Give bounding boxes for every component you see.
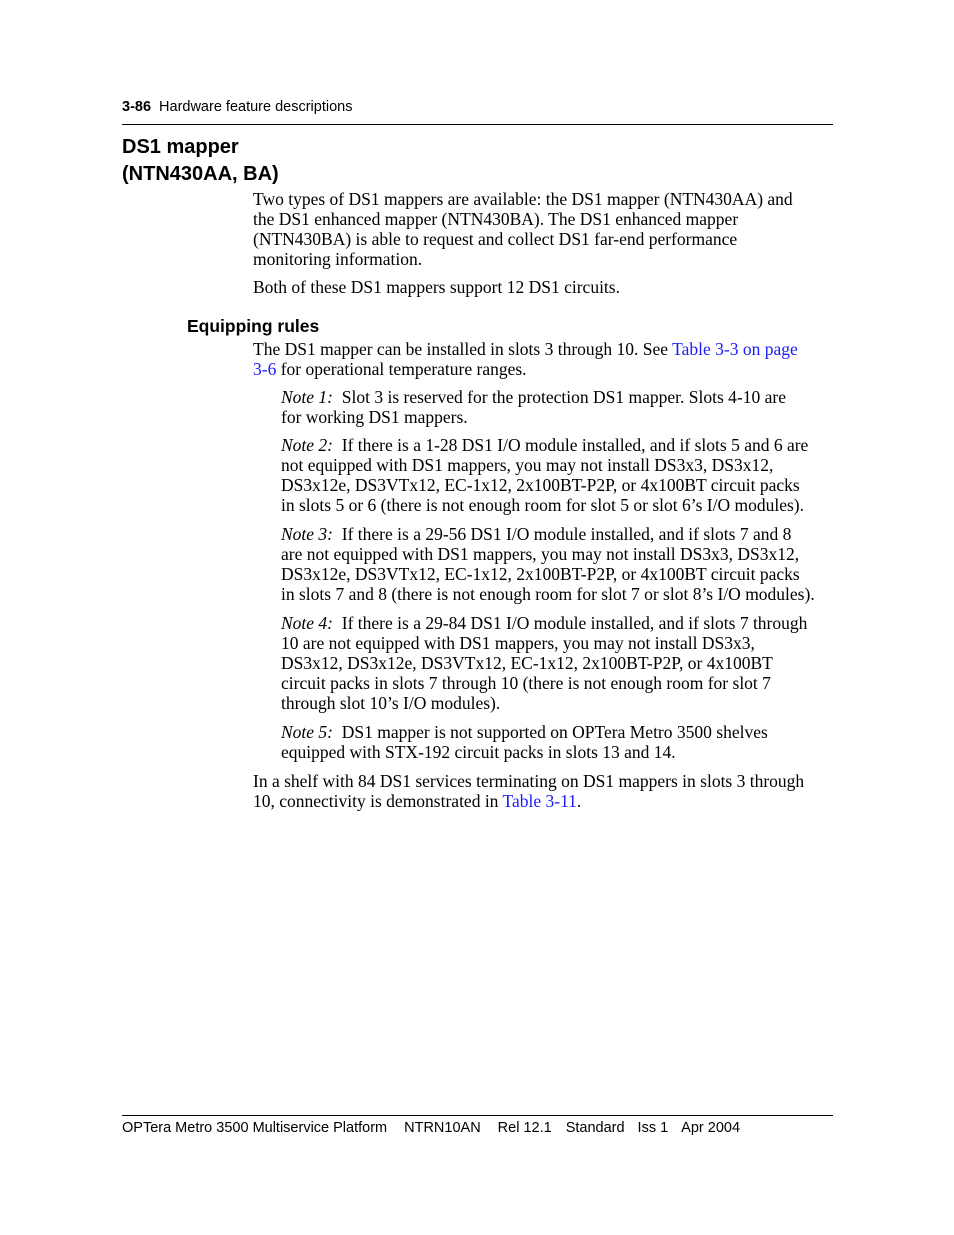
text-segment: Both of these DS1 mappers support 12 DS1 circuits. [253,277,620,297]
text-segment: the DS1 enhanced mapper (NTN430BA). The DS1 enhanced mapper [253,209,739,229]
note-note5 [281,722,768,762]
note-note3 [281,524,815,604]
text-segment: in slots 7 and 8 (there is not enough room for slot 7 or slot 8’s I/O modules). [281,584,815,604]
text-segment: through slot 10’s I/O modules). [281,693,501,713]
footer-issue: Iss 1 [637,1120,669,1136]
text-segment: DS3x12e, DS3VTx12, EC-1x12, 2x100BT-P2P, or 4x100BT circuit packs [281,475,800,495]
text-segment: for working DS1 mappers. [281,407,468,427]
text-line [281,544,815,564]
text-line [253,189,793,209]
text-line [281,435,808,455]
note-label: Note 3: [281,524,334,544]
footer-status: Standard [565,1120,625,1136]
text-segment: If there is a 1-28 DS1 I/O module installed, and if slots 5 and 6 are [333,435,809,455]
text-segment: are not equipped with DS1 mappers, you may not install DS3x3, DS3x12, [281,544,800,564]
section-title: Hardware feature descriptions [159,99,353,115]
text-line [281,475,808,495]
section-heading [122,134,279,188]
text-segment: (NTN430BA) is able to request and collect DS1 far-end performance [253,229,738,249]
note-label: Note 1: [281,387,334,407]
text-segment: not equipped with DS1 mappers, you may not install DS3x3, DS3x12, [281,455,774,475]
footer-rule [122,1115,833,1116]
text-line [281,613,807,633]
text-line [253,359,798,379]
text-line [281,407,786,427]
paragraph-intro [253,189,793,269]
text-line [281,693,807,713]
text-segment: If there is a 29-84 DS1 I/O module installed, and if slots 7 through [333,613,808,633]
note-label: Note 2: [281,435,334,455]
footer-release: Rel 12.1 [497,1120,552,1136]
note-label: Note 5: [281,722,334,742]
text-line [253,277,620,297]
text-segment: 10 are not equipped with DS1 mappers, you may not install DS3x3, [281,633,755,653]
paragraph-connectivity [253,771,804,811]
paragraph-support [253,277,620,297]
page-number: 3-86 [122,99,152,115]
text-line [253,339,798,359]
text-segment: DS3x12e, DS3VTx12, EC-1x12, 2x100BT-P2P, or 4x100BT circuit packs [281,564,800,584]
running-header [122,99,352,115]
text-line [281,742,768,762]
text-line [281,633,807,653]
text-line [281,722,768,742]
text-segment: In a shelf with 84 DS1 services terminating on DS1 mappers in slots 3 through [253,771,805,791]
text-line [281,387,786,407]
text-line [281,653,807,673]
text-segment: circuit packs in slots 7 through 10 (there is not enough room for slot 7 [281,673,771,693]
paragraph-slots [253,339,798,379]
text-line [281,495,808,515]
text-segment: 10, connectivity is demonstrated in [253,791,503,811]
cross-reference-link[interactable]: Table 3-3 on page [672,339,798,359]
cross-reference-link[interactable]: 3-6 [253,359,277,379]
text-line [253,791,804,811]
text-segment: DS1 mapper is not supported on OPTera Metro 3500 shelves [333,722,768,742]
text-segment: The DS1 mapper can be installed in slots 3 through 10. See [253,339,673,359]
text-segment: for operational temperature ranges. [276,359,527,379]
text-line [253,249,793,269]
cross-reference-link[interactable]: Table 3-11 [502,791,577,811]
text-segment: Two types of DS1 mappers are available: the DS1 mapper (NTN430AA) and [253,189,793,209]
text-line [253,771,804,791]
footer-product: OPTera Metro 3500 Multiservice Platform [122,1120,388,1136]
text-segment: DS3x12, DS3x12e, DS3VTx12, EC-1x12, 2x100BT-P2P, or 4x100BT [281,653,773,673]
text-line [281,584,815,604]
subheading: Equipping rules [187,316,320,336]
text-segment: equipped with STX-192 circuit packs in slots 13 and 14. [281,742,676,762]
text-line [281,455,808,475]
heading-line: (NTN430AA, BA) [122,163,279,185]
text-segment: Slot 3 is reserved for the protection DS1 mapper. Slots 4-10 are [333,387,786,407]
text-line [281,524,815,544]
text-line [253,209,793,229]
note-note4 [281,613,807,713]
heading-line: DS1 mapper [122,136,239,158]
text-segment: monitoring information. [253,249,423,269]
text-line [281,564,815,584]
note-note1 [281,387,786,427]
text-line [281,673,807,693]
text-segment: in slots 5 or 6 (there is not enough room for slot 5 or slot 6’s I/O modules). [281,495,805,515]
note-label: Note 4: [281,613,334,633]
text-segment: If there is a 29-56 DS1 I/O module installed, and if slots 7 and 8 [333,524,792,544]
running-footer [122,1120,757,1136]
note-note2 [281,435,808,515]
text-segment: . [576,791,582,811]
footer-date: Apr 2004 [681,1120,741,1136]
header-rule [122,124,833,125]
footer-doc-number: NTRN10AN [404,1120,481,1136]
text-line [253,229,793,249]
